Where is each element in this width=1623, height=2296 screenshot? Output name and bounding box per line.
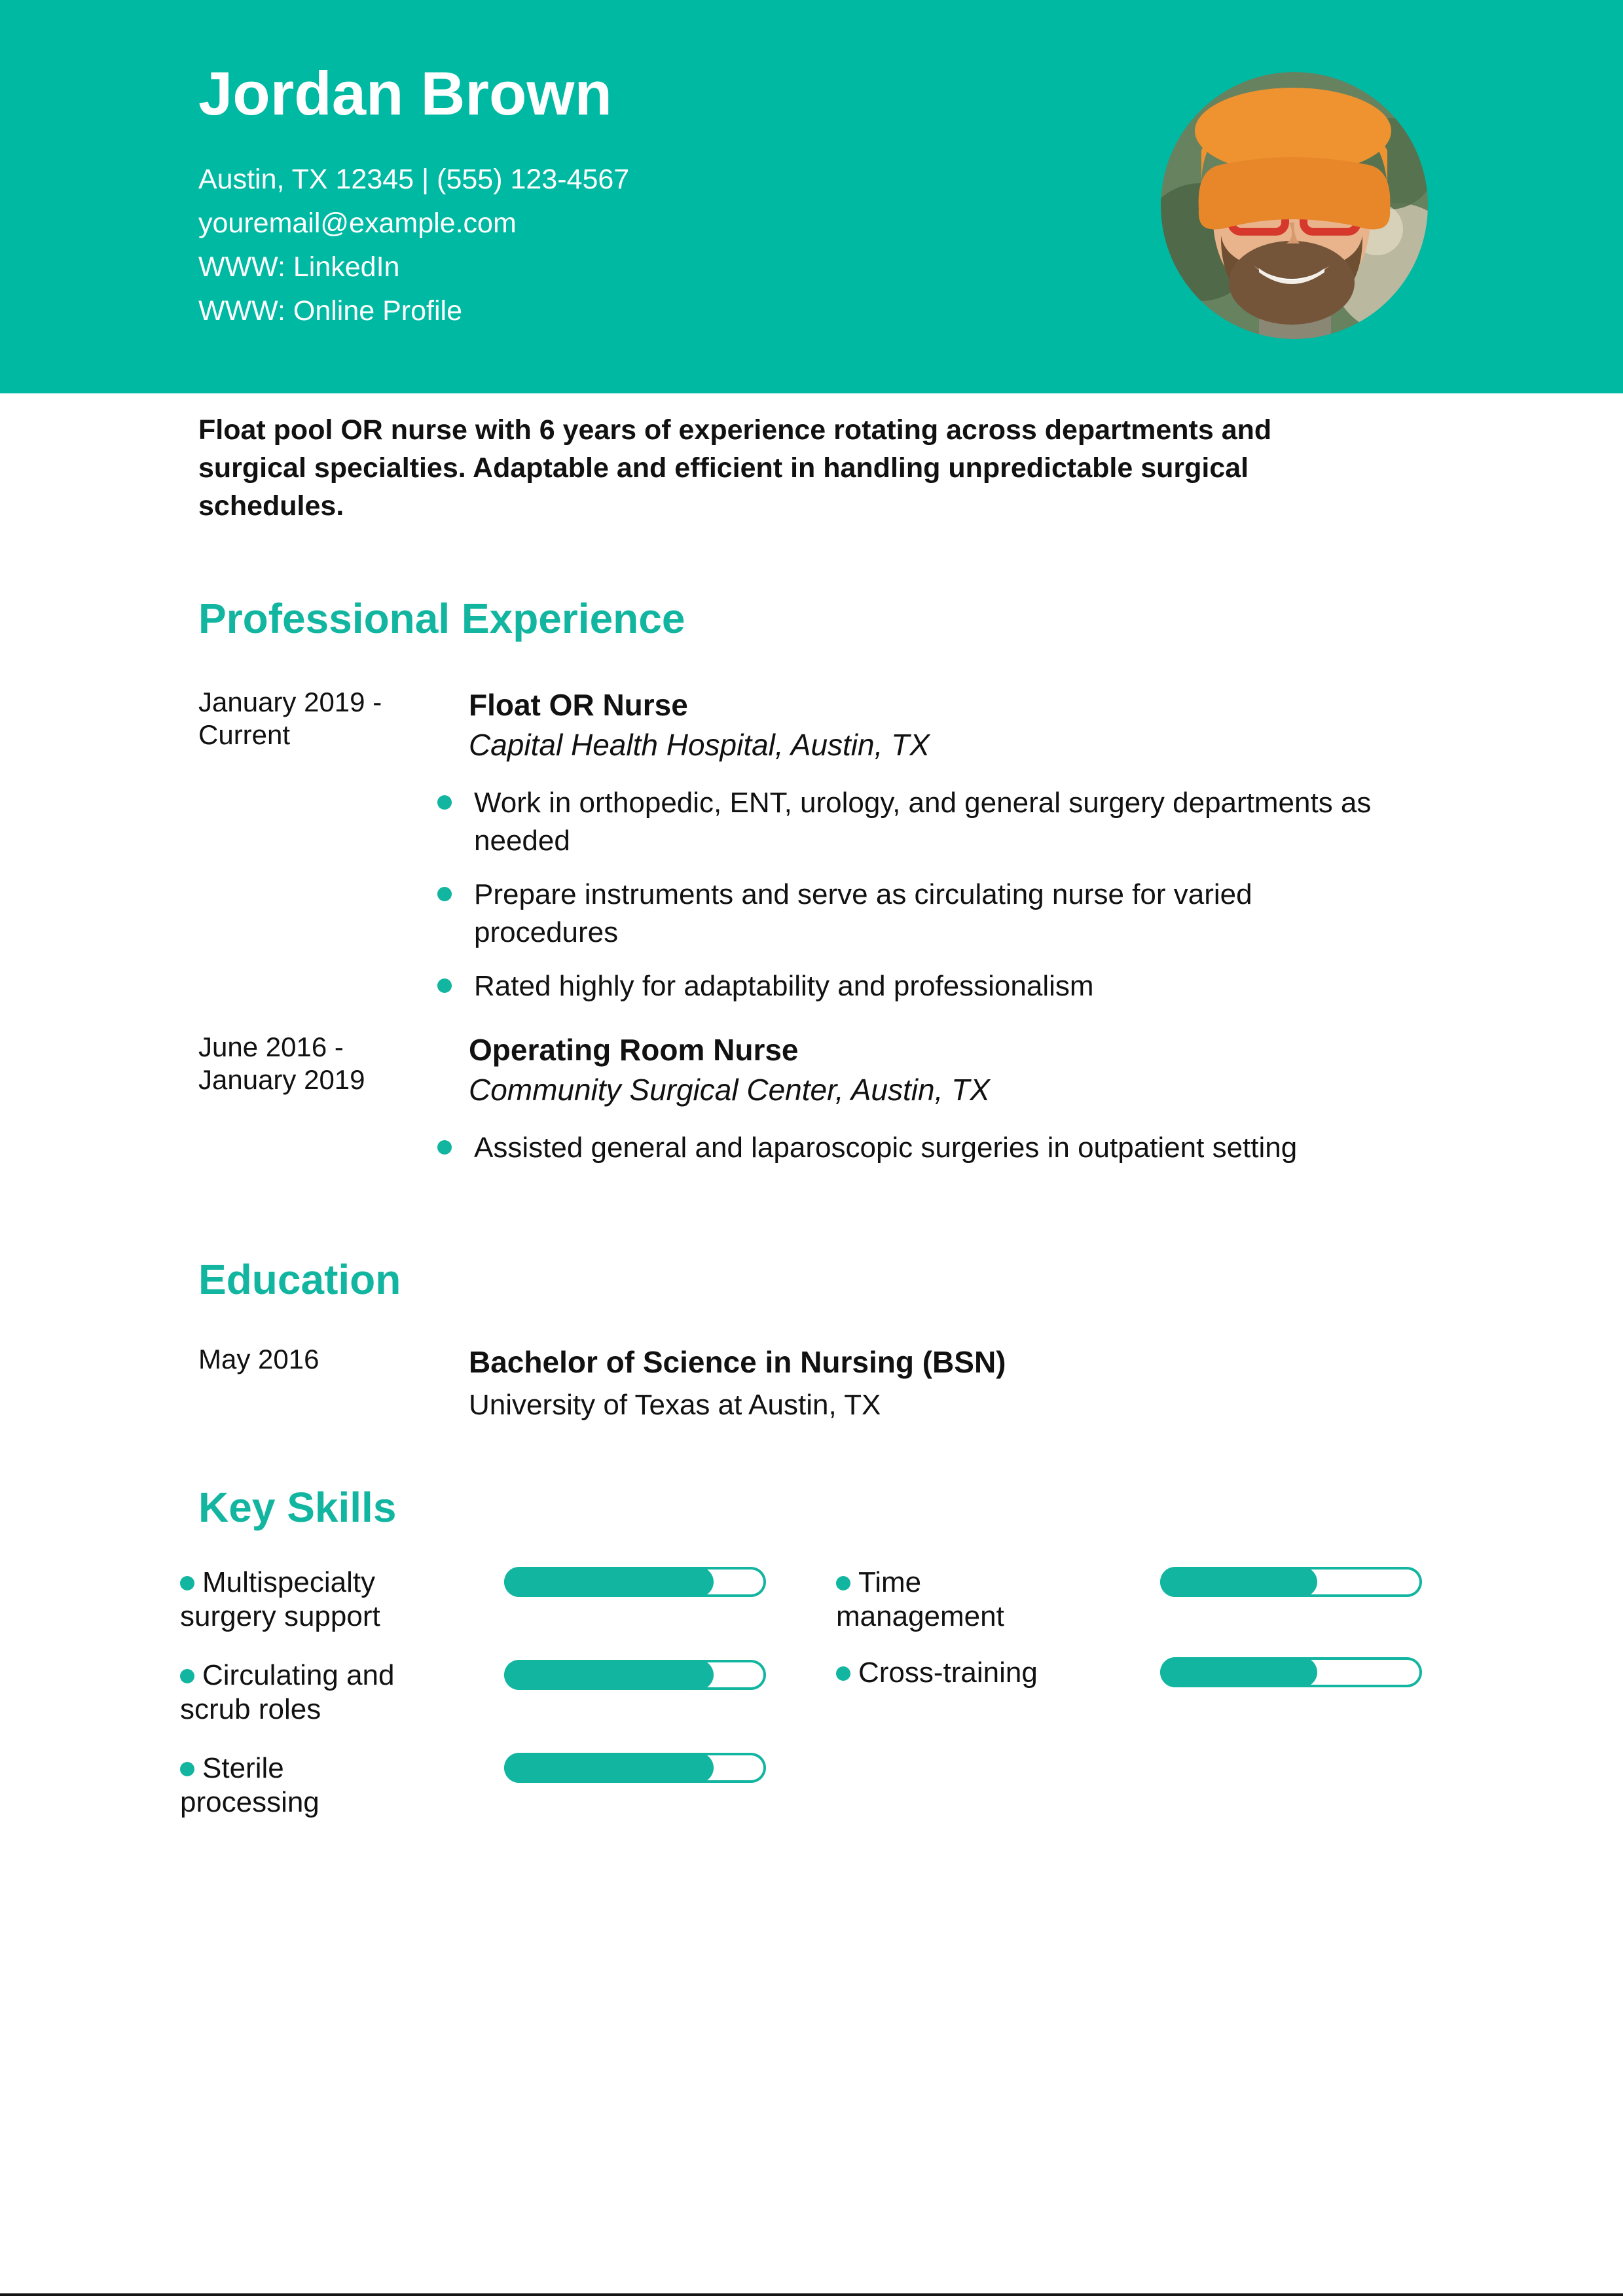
experience-entry [198,1031,1385,1183]
job-bullet [474,784,1385,860]
job-bullet-text: Prepare instruments and serve as circulating nurse for varied procedures [474,878,1252,948]
education-school: University of Texas at Austin, TX [469,1389,881,1421]
job-company: Community Surgical Center, Austin, TX [469,1073,990,1107]
job-bullet [474,876,1385,952]
skill-item [180,1751,766,1820]
education-dates: May 2016 [198,1344,319,1374]
skill-level-fill [1160,1657,1317,1687]
skill-level-bar [504,1660,766,1690]
bullet-icon [836,1576,850,1590]
bullet-icon [437,978,452,993]
skill-item [836,1656,1422,1690]
experience-entry [198,686,1385,1021]
skill-name: Sterile processing [180,1752,319,1818]
skills-column-right [836,1566,1422,1844]
job-dates: January 2019 - Current [198,687,382,750]
job-bullet [474,1129,1385,1167]
page-bottom-rule [0,2293,1623,2296]
job-title: Float OR Nurse [469,688,688,722]
job-bullet [474,967,1385,1005]
bullet-icon [437,887,452,901]
bullet-icon [180,1669,194,1683]
section-heading-skills: Key Skills [198,1484,397,1531]
skill-item [836,1566,1422,1634]
profile-photo-illustration [1161,72,1428,339]
contact-location-phone: Austin, TX 12345 | (555) 123-4567 [198,164,630,195]
skill-label [180,1659,409,1727]
education-entry [198,1343,1385,1424]
skill-label [836,1566,1072,1634]
profile-photo [1161,72,1428,339]
skill-name: Circulating and scrub roles [180,1659,395,1725]
section-heading-experience: Professional Experience [198,595,685,642]
skills-grid [180,1566,1422,1844]
skill-name: Time management [836,1566,1004,1632]
skill-name: Cross-training [858,1657,1038,1689]
skill-item [180,1659,766,1727]
skill-level-bar [1160,1567,1422,1597]
skill-item [180,1566,766,1634]
skill-label [180,1751,409,1820]
skill-level-bar [504,1753,766,1783]
contact-email[interactable]: youremail@example.com [198,207,517,239]
contact-linkedin-link[interactable]: WWW: LinkedIn [198,251,400,283]
job-bullet-list [469,1129,1385,1167]
contact-profile-link[interactable]: WWW: Online Profile [198,295,462,327]
job-details [469,1031,1385,1183]
skill-label [836,1656,1072,1690]
job-bullet-text: Rated highly for adaptability and professionalism [474,970,1094,1002]
contact-block [198,158,629,333]
bullet-icon [437,795,452,810]
job-company: Capital Health Hospital, Austin, TX [469,728,930,762]
job-bullet-text: Work in orthopedic, ENT, urology, and general surgery departments as needed [474,787,1372,857]
skill-name: Multispecialty surgery support [180,1566,380,1632]
skills-column-left [180,1566,766,1844]
bullet-icon [437,1140,452,1155]
skill-level-fill [504,1753,714,1783]
education-degree: Bachelor of Science in Nursing (BSN) [469,1345,1006,1379]
section-heading-education: Education [198,1256,401,1303]
skill-level-bar [504,1567,766,1597]
header-band [0,0,1623,393]
job-bullet-list [469,784,1385,1005]
job-dates: June 2016 - January 2019 [198,1031,365,1095]
skill-level-fill [504,1660,714,1690]
bullet-icon [180,1762,194,1776]
bullet-icon [180,1576,194,1590]
skill-label [180,1566,409,1634]
person-name: Jordan Brown [198,59,612,128]
bullet-icon [836,1666,850,1681]
job-title: Operating Room Nurse [469,1033,799,1067]
skill-level-fill [1160,1567,1317,1597]
job-details [469,686,1385,1021]
summary-text: Float pool OR nurse with 6 years of experience rotating across departments and surgical specialties. Adaptable and efficient in handling unpredictable surgical schedules. [198,414,1272,522]
job-bullet-text: Assisted general and laparoscopic surgeries in outpatient setting [474,1132,1298,1164]
skill-level-fill [504,1567,714,1597]
skill-level-bar [1160,1657,1422,1687]
education-details [469,1343,1385,1424]
